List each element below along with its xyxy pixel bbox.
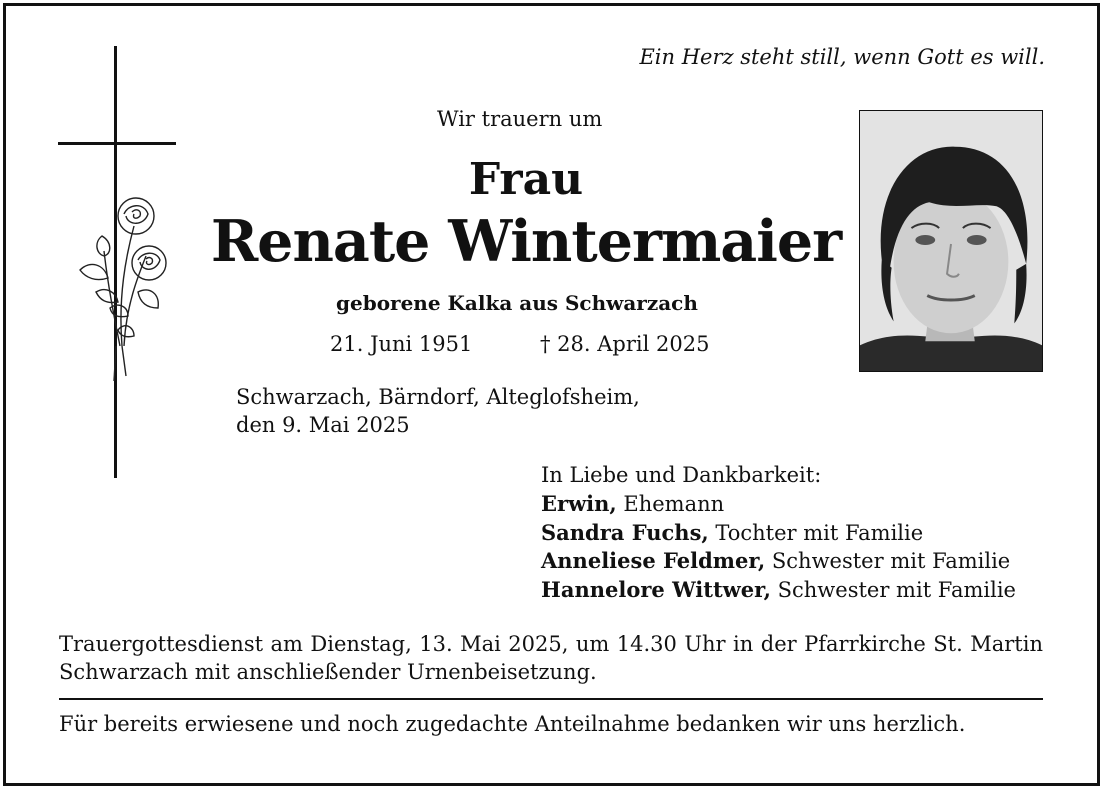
mourner-name: Hannelore Wittwer, bbox=[541, 576, 771, 602]
salutation: Frau bbox=[468, 154, 584, 205]
divider bbox=[59, 698, 1043, 700]
mourners-list bbox=[541, 460, 1016, 604]
mourners-heading: In Liebe und Dankbarkeit: bbox=[541, 463, 822, 487]
mourner-entry bbox=[541, 519, 1016, 548]
mourner-entry bbox=[541, 576, 1016, 605]
birth-date: 21. Juni 1951 bbox=[330, 332, 473, 356]
deceased-name: Renate Wintermaier bbox=[210, 208, 842, 275]
mourner-entry bbox=[541, 490, 1016, 519]
intro-line: Wir trauern um bbox=[437, 107, 603, 131]
mourner-name: Anneliese Feldmer, bbox=[541, 548, 766, 573]
thanks-note: Für bereits erwiesene und noch zugedachte Anteilnahme bedanken wir uns herzlich. bbox=[59, 712, 966, 736]
date-line: den 9. Mai 2025 bbox=[236, 413, 410, 437]
service-notice: Trauergottesdienst am Dienstag, 13. Mai 2025, um 14.30 Uhr in der Pfarrkirche St. Martin Schwarzach mit anschließender Urnenbeisetzung. bbox=[59, 632, 1043, 684]
place-line: Schwarzach, Bärndorf, Alteglofsheim, bbox=[236, 385, 640, 409]
birth-name: geborene Kalka aus Schwarzach bbox=[336, 291, 698, 315]
mourner-relation: Tochter mit Familie bbox=[708, 520, 924, 545]
mourner-name: Sandra Fuchs, bbox=[541, 519, 709, 545]
mourner-relation: Schwester mit Familie bbox=[765, 549, 1011, 573]
mourner-relation: Schwester mit Familie bbox=[770, 577, 1016, 602]
mourner-name: Erwin, bbox=[541, 491, 617, 516]
mourner-relation: Ehemann bbox=[616, 492, 725, 516]
motto: Ein Herz steht still, wenn Gott es will. bbox=[639, 45, 1045, 69]
mourner-entry bbox=[541, 547, 1016, 576]
death-date: † 28. April 2025 bbox=[540, 332, 710, 356]
place-and-date bbox=[236, 383, 640, 439]
